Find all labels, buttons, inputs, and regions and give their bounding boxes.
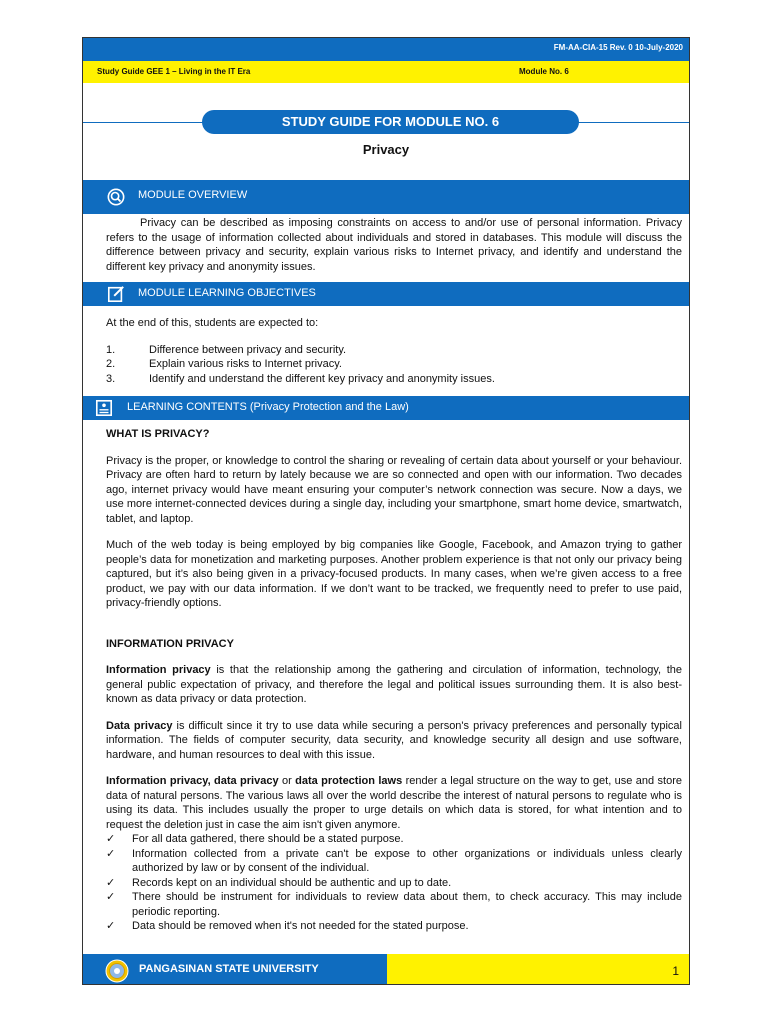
list-item: ✓ Data should be removed when it's not needed for the stated purpose. (106, 920, 469, 932)
top-bar (83, 38, 689, 61)
list-item: 2. Explain various risks to Internet privacy. (106, 358, 342, 370)
overview-band (83, 180, 689, 214)
paragraph: Information privacy, data privacy or data protection laws render a legal structure on the way to get, use and store data of natural persons. The various laws all over the world describe the interest of natural persons to regulate who is using its data. This includes usually the proper to urge details on which data is stored, for what intention and to request the deletion just in case the aim isn't given anymore. (106, 775, 683, 831)
paragraph: Information privacy is that the relationship among the gathering and circulation of information, technology, the general public expectation of privacy, and therefore the legal and political issues surrounding them. It is also best-known as data privacy or data protection. (106, 664, 682, 705)
paragraph: Data privacy is difficult since it try to use data while securing a person's privacy preferences and personally typical information. The fields of computer security, data security, and knowledge security all design and use software, hardware, and human resources to deal with this issue. (106, 719, 682, 761)
check-icon: ✓ (106, 876, 116, 889)
page-number: 1 (672, 964, 679, 978)
contents-section (106, 427, 682, 934)
overview-section (106, 216, 682, 274)
list-item: 1. Difference between privacy and security. (106, 343, 347, 356)
page-title: STUDY GUIDE FOR MODULE NO. 6 (202, 110, 579, 134)
check-icon: ✓ (106, 920, 116, 932)
objectives-heading: MODULE LEARNING OBJECTIVES (138, 287, 316, 299)
check-icon: ✓ (106, 847, 116, 860)
footer-page (387, 954, 690, 985)
section-heading: INFORMATION PRIVACY (106, 637, 234, 650)
university-seal-icon (105, 959, 129, 983)
overview-heading: MODULE OVERVIEW (138, 189, 248, 201)
contents-heading: LEARNING CONTENTS (Privacy Protection and the Law) (127, 401, 409, 413)
list-item: ✓ Information collected from a private can't be expose to other organizations or individuals unless clearly authorized by law or by consent of the individual. (106, 847, 682, 874)
university-name: PANGASINAN STATE UNIVERSITY (139, 963, 319, 975)
check-icon: ✓ (106, 891, 116, 903)
list-item: ✓ There should be instrument for individuals to review data about them, to check accuracy. This may include periodic reporting. (106, 891, 682, 918)
list-item: ✓ For all data gathered, there should be a stated purpose. (106, 833, 404, 845)
objectives-intro: At the end of this, students are expected to: (106, 317, 319, 329)
overview-text: Privacy can be described as imposing constraints on access to and/or use of personal information. Privacy refers to the usage of information collected about individuals and stored in databases. This module will discuss the difference between privacy and security, explain various risks to Internet privacy, and identify and understand the different key privacy and anonymity issues. (106, 217, 682, 273)
paragraph: Much of the web today is being employed by big companies like Google, Facebook, and Amazon trying to gather people’s data for monetization and marketing purposes. Another problem experience is that not only our privacy being captured, but it’s also being given in a privacy-focused products. In many cases, when we’re given access to a free product, we pay with our data information. If we don’t want to be tracked, we frequently need to prefer to use paid, privacy-friendly options. (106, 539, 682, 609)
module-number-label: Module No. 6 (519, 67, 569, 76)
list-item: 3. Identify and understand the different key privacy and anonymity issues. (106, 372, 495, 385)
check-icon: ✓ (106, 833, 116, 845)
study-guide-label: Study Guide GEE 1 – Living in the IT Era (97, 67, 251, 76)
section-heading: WHAT IS PRIVACY? (106, 428, 210, 440)
footer-university (83, 954, 387, 985)
page-subtitle: Privacy (362, 142, 410, 157)
paragraph: Privacy is the proper, or knowledge to control the sharing or revealing of certain data about yourself or your behaviour. Privacy are often hard to return by lately because we are so connected and open with our information. Two decades ago, internet privacy would have meant ensuring your computer’s network connection was secure. Now a days, we use more internet-connected devices during a single day, including your smartphone, smart home device, smartwatch, tablet, and laptop. (106, 454, 682, 525)
checklist (106, 832, 682, 934)
magnifier-icon (107, 188, 125, 206)
header-bar (83, 61, 689, 83)
objectives-section (106, 316, 682, 386)
document-icon (95, 399, 113, 417)
objectives-band (83, 282, 689, 306)
form-code: FM-AA-CIA-15 Rev. 0 10-July-2020 (553, 43, 683, 52)
list-item: ✓ Records kept on an individual should be authentic and up to date. (106, 876, 452, 889)
edit-icon (107, 285, 125, 303)
contents-band (83, 396, 689, 420)
page-frame (82, 37, 690, 985)
objectives-list (106, 343, 682, 387)
